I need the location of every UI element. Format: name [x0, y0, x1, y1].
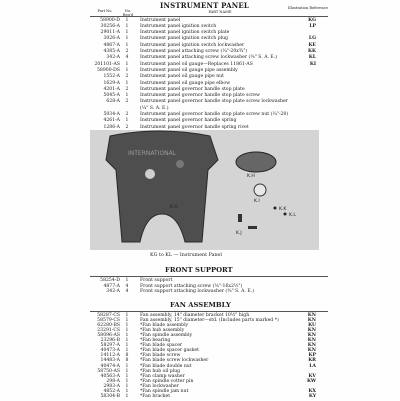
front-support-title: FRONT SUPPORT — [165, 266, 233, 274]
quantity: 1 — [125, 67, 129, 73]
quantity: 1 — [125, 363, 129, 369]
part-name: Instrument panel oil gauge pipe assembly — [140, 67, 238, 73]
part-name: Front support — [140, 278, 173, 283]
part-number: 58750-AS — [97, 368, 120, 374]
label-kh: K.H — [247, 174, 255, 179]
part-name: Front support attaching screw (⅜"-16x2½") — [140, 283, 243, 289]
part-name: *Fan bearing — [140, 338, 171, 343]
table-row — [90, 288, 330, 296]
part-name: (¼" S. A. E.) — [140, 105, 169, 111]
part-name: *Fan clamp washer — [140, 373, 185, 379]
quantity: 1 — [125, 348, 129, 354]
part-number: 628-A — [106, 99, 120, 105]
part-name: Instrument panel ignition switch — [140, 23, 217, 29]
part-name: Instrument panel ignition switch plate — [140, 30, 230, 36]
part-name: Instrument panel governor handle stop plate screw lockwasher — [140, 99, 288, 105]
label-ki: K.I — [254, 199, 260, 204]
quantity: 1 — [125, 383, 129, 389]
quantity: 1 — [125, 278, 129, 283]
quantity: 1 — [125, 322, 129, 328]
part-name: Instrument panel ignition switch lockwasher — [140, 42, 245, 48]
quantity: 1 — [125, 368, 129, 374]
part-name: Instrument panel attaching screw (¼"-20x¾") — [140, 49, 248, 54]
quantity: 1 — [125, 394, 129, 400]
part-number: 23296-B — [100, 338, 120, 343]
part-name: *Fan hub oil plug — [140, 368, 181, 374]
part-name: Instrument panel governor handle spring — [140, 118, 237, 124]
part-number: 58297-A — [100, 343, 120, 349]
illustration-ref: KY — [308, 394, 316, 400]
part-name: *Fan blade screw lockwasher — [140, 358, 209, 364]
part-number: 5045-A — [103, 93, 120, 99]
quantity: 4 — [125, 283, 129, 289]
part-name: *Fan spindle assembly — [140, 332, 193, 338]
part-number: 4261-A — [103, 118, 120, 124]
part-name: Instrument panel governor handle stop plate screw nut (¼"-28) — [140, 112, 289, 117]
quantity: 1 — [125, 378, 129, 384]
part-number: 1629-A — [103, 80, 120, 86]
quantity: 1 — [125, 80, 129, 86]
part-number: 4852-A — [103, 389, 120, 394]
part-number: 58254-D — [100, 278, 120, 283]
illustration-ref: KN — [307, 327, 316, 333]
quantity: 2 — [125, 124, 129, 130]
part-name: *Fan hub assembly — [140, 327, 185, 333]
part-name: Front support attaching lockwasher (⅜" S. A. E.) — [140, 289, 254, 295]
part-number: 14112-A — [100, 353, 120, 359]
part-number: 30256-A — [100, 23, 120, 29]
illustration-ref: KX — [308, 389, 316, 394]
part-number: 40473-A — [100, 348, 120, 354]
col-header-ref: Illustration Reference — [288, 6, 328, 10]
part-number: 23291-CS — [97, 327, 120, 333]
quantity: 1 — [125, 332, 129, 338]
part-name: *Fan lockwasher — [140, 383, 179, 389]
part-number: 29011-A — [100, 30, 120, 36]
quantity: 1 — [125, 23, 129, 29]
part-number: 58287-CS — [97, 312, 120, 318]
illustration-ref: KV — [308, 373, 316, 379]
fan-assembly-title: FAN ASSEMBLY — [170, 301, 231, 309]
part-name: Instrument panel attaching screw lockwasher (¼" S. A. E.) — [140, 55, 278, 61]
part-name: Instrument panel governor handle stop plate screw — [140, 93, 260, 99]
quantity: 1 — [125, 338, 129, 343]
illustration-ref: KU — [308, 322, 316, 328]
quantity: 1 — [125, 17, 129, 23]
table-row — [90, 393, 330, 401]
label-kj: K.J — [236, 231, 242, 236]
quantity: 1 — [125, 343, 129, 349]
illustration-ref: KN — [307, 312, 316, 318]
quantity: 4 — [125, 289, 129, 295]
part-number: 4201-A — [103, 86, 120, 92]
quantity: 1 — [125, 93, 129, 99]
part-name: Fan assembly, 14" diameter bracket 10½" high — [140, 312, 250, 318]
quantity: 1 — [125, 42, 129, 48]
part-number: 40474-A — [100, 363, 120, 369]
quantity: 2 — [125, 99, 129, 105]
quantity: 1 — [125, 61, 129, 67]
part-name: *Fan bracket — [140, 394, 171, 400]
quantity: 2 — [125, 74, 129, 80]
part-name: *Fan blade assembly — [140, 322, 189, 328]
part-number: 342-A — [106, 55, 120, 61]
part-number: 4867-A — [103, 42, 120, 48]
quantity: 4 — [125, 55, 129, 61]
part-number: 4877-A — [103, 283, 120, 289]
part-name: Instrument panel oil gauge—Replaces 11861-AS — [140, 61, 253, 67]
part-number: 201101-AS — [94, 61, 120, 67]
col-header-name: PART NAME — [208, 10, 232, 14]
part-number: 2983-A — [103, 383, 120, 389]
part-number: 3026-A — [103, 36, 120, 42]
instrument-panel-photo — [90, 130, 319, 250]
label-kl: K.L — [289, 213, 296, 218]
part-name: *Fan blade double nut — [140, 363, 192, 369]
quantity: 8 — [125, 353, 129, 359]
illustration-ref: KL — [308, 55, 316, 61]
part-number: 342-A — [106, 289, 120, 295]
label-kk: K.K — [279, 207, 287, 212]
col-header-part: Part No. — [97, 9, 113, 13]
illustration-ref: KP — [308, 353, 316, 359]
part-name: *Fan spindle cotter pin — [140, 378, 194, 384]
quantity: 8 — [125, 358, 129, 364]
illustration-ref: LP — [309, 23, 316, 29]
part-name: *Fan blade screw — [140, 353, 181, 359]
part-number: 4385-A — [103, 49, 120, 54]
part-number: 62280-BS — [97, 322, 120, 328]
part-number: 1552-A — [103, 74, 120, 80]
part-number: 58900-DS — [97, 67, 120, 73]
quantity: 2 — [125, 112, 129, 117]
part-number: 298-A — [106, 378, 120, 384]
part-number: 58900-D — [100, 17, 120, 23]
illustration-ref: KN — [307, 317, 316, 323]
instrument-panel-illustration — [90, 130, 319, 250]
col-header-qty: No. Req'd — [122, 9, 134, 17]
quantity: 1 — [125, 30, 129, 36]
illustration-ref: KK — [308, 49, 316, 54]
part-name: Instrument panel oil gauge pipe nut — [140, 74, 224, 80]
quantity: 1 — [125, 389, 129, 394]
quantity: 1 — [125, 118, 129, 124]
svg-text:INTERNATIONAL: INTERNATIONAL — [128, 150, 177, 157]
illustration-ref: KE — [308, 42, 316, 48]
part-number: 5034-A — [103, 112, 120, 117]
part-name: Instrument panel — [140, 17, 181, 23]
part-number: 1286-A — [103, 124, 120, 130]
instrument-panel-title: INSTRUMENT PANEL — [160, 1, 250, 10]
quantity: 2 — [125, 49, 129, 54]
illustration-ref: KW — [307, 378, 316, 384]
part-name: *Fan spindle jam nut — [140, 389, 189, 394]
part-name: Instrument panel governor handle stop plate — [140, 86, 245, 92]
illustration-ref: KN — [307, 332, 316, 338]
illustration-ref: KN — [307, 348, 316, 354]
part-number: 40563-A — [100, 373, 120, 379]
label-kg: K.G — [170, 205, 178, 210]
part-number: 14483-A — [100, 358, 120, 364]
illustration-ref: KI — [309, 61, 316, 67]
part-name: Instrument panel oil gauge pipe elbow — [140, 80, 231, 86]
part-name: Fan assembly, 15" diameter—std. (Includes parts marked *) — [140, 317, 279, 323]
illustration-ref: LA — [309, 363, 316, 369]
quantity: 1 — [125, 327, 129, 333]
quantity: 1 — [125, 317, 129, 323]
part-name: *Fan blade spacer — [140, 343, 183, 349]
illustration-ref: KN — [307, 343, 316, 349]
part-name: *Fan blade spacer gasket — [140, 348, 199, 354]
quantity: 2 — [125, 86, 129, 92]
quantity: 1 — [125, 373, 129, 379]
part-number: 58579-CS — [97, 317, 120, 323]
quantity: 1 — [125, 312, 129, 318]
photo-caption: KG to KL — Instrument Panel — [150, 253, 222, 258]
illustration-ref: KN — [307, 338, 316, 343]
part-number: 58096-AS — [97, 332, 120, 338]
part-number: 58304-B — [100, 394, 120, 400]
quantity: 1 — [125, 36, 129, 42]
part-name: Instrument panel governor handle spring rivet — [140, 124, 249, 130]
illustration-ref: KG — [308, 17, 316, 23]
illustration-ref: LG — [308, 36, 316, 42]
illustration-ref: KR — [308, 358, 316, 364]
part-name: Instrument panel ignition switch plug — [140, 36, 228, 42]
